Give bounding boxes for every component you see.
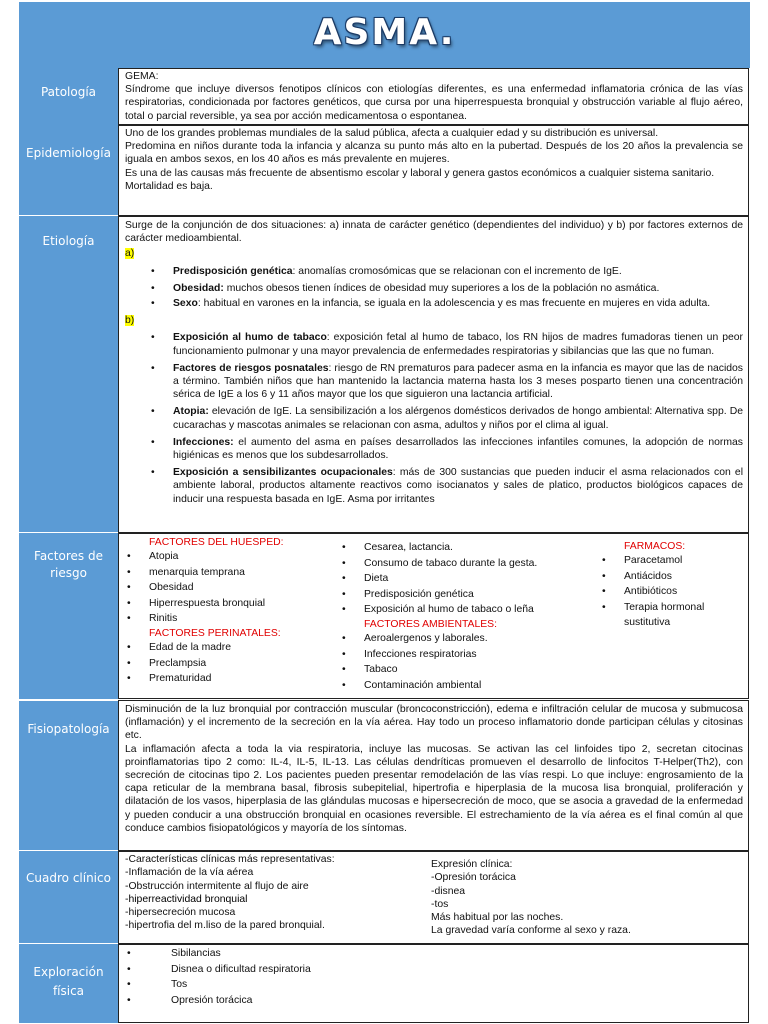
patologia-content	[119, 69, 748, 123]
list-item: • Atopia: elevación de IgE. La sensibilización a los alérgenos domésticos derivados de hongo ambiental: Alternativa spp. De cucarachas y mascotas animales se relacionan con asma, adultos y niños por el clima al igual.	[125, 405, 743, 431]
label-factores	[19, 533, 118, 699]
exploracion-box	[118, 944, 749, 1023]
fisiopatologia-content	[119, 701, 748, 835]
list-item: • Edad de la madre	[119, 640, 334, 656]
section-label: Exploración	[33, 965, 104, 979]
etiologia-b-list	[125, 331, 743, 505]
list-item: • Contaminación ambiental	[334, 678, 594, 694]
list-item: • Tos	[119, 977, 748, 993]
factores-list	[594, 553, 744, 631]
list-item: • Opresión torácica	[119, 993, 748, 1009]
list-item: • Consumo de tabaco durante la gesta.	[334, 556, 594, 572]
list-item: • menarquia temprana	[119, 565, 334, 581]
cuadro-right	[431, 858, 741, 938]
title-bar	[19, 2, 750, 68]
factores-heading: FACTORES PERINATALES:	[149, 627, 281, 639]
factores-list	[334, 631, 594, 693]
cuadro-box	[118, 851, 749, 944]
exploracion-list	[119, 945, 748, 1008]
section-label: Cuadro clínico	[26, 871, 111, 885]
section-label: Epidemiología	[26, 146, 111, 160]
label-epidemiologia	[19, 125, 118, 215]
cuadro-line: -hipertrofia del m.liso de la pared bronquial.	[125, 920, 325, 932]
epidemiologia-box	[118, 125, 749, 216]
list-item: • Predisposición genética: anomalías cromosómicas que se relacionan con el incremento de IgE.	[125, 265, 743, 278]
etiologia-a-list	[125, 265, 743, 311]
list-item: • Factores de riesgos posnatales: riesgo de RN prematuros para padecer asma en la infancia es mayor que las de nacidos a término. También niños que han mantenido la lactancia materna hasta los 3 meses posparto tienen una concentración sérica de IgE a los 6 y 11 años mayor que los que siguieron una lactancia artificial.	[125, 362, 743, 402]
factores-col-perinatal	[334, 540, 594, 693]
etiologia-b-label: b)	[125, 315, 135, 327]
patologia-box	[118, 68, 749, 125]
section-label: Factores de riesgo	[34, 549, 103, 580]
cuadro-line: -hiperreactividad bronquial	[125, 893, 248, 905]
etiologia-box	[118, 216, 749, 533]
list-item: • Predisposición genética	[334, 587, 594, 603]
factores-list	[119, 640, 334, 687]
list-item: • Aeroalergenos y laborales.	[334, 631, 594, 647]
factores-heading: FACTORES AMBIENTALES:	[364, 618, 497, 630]
cuadro-line: -Inflamación de la vía aérea	[125, 867, 254, 879]
etiologia-a-label: a)	[125, 248, 135, 260]
section-label: Etiología	[42, 234, 95, 248]
patologia-line: GEMA:	[125, 71, 159, 82]
list-item: • Cesarea, lactancia.	[334, 540, 594, 556]
list-item: • Tabaco	[334, 662, 594, 678]
list-item: • Dieta	[334, 571, 594, 587]
list-item: • Rinitis	[119, 611, 334, 627]
etiologia-content	[119, 217, 748, 506]
label-exploracion	[19, 944, 118, 1023]
cuadro-left	[125, 853, 425, 933]
cuadro-line: Más habitual por las noches.	[431, 912, 564, 924]
list-item: • Infecciones respiratorias	[334, 647, 594, 663]
cuadro-line: -disnea	[431, 885, 466, 897]
label-fisiopatologia	[19, 701, 118, 850]
list-item: • Infecciones: el aumento del asma en países desarrollados las infecciones infantiles comunes, la adopción de normas higiénicas es menos que los subdesarrollados.	[125, 436, 743, 462]
factores-heading: FARMACOS:	[624, 541, 686, 552]
cuadro-line: -Obstrucción intermitente al flujo de aire	[125, 880, 309, 892]
list-item: • Exposición al humo de tabaco: exposición fetal al humo de tabaco, los RN hijos de madres fumadoras tienen un peor funcionamiento pulmonar y una mayor prevalencia de enfermedades respiratorias y sibilancias que las que no fuman.	[125, 331, 743, 357]
epidemiologia-line: Predomina en niños durante toda la infancia y alcanza su punto más alto en la pubertad. Después de los 20 años la prevalencia se iguala en ambos sexos, en los 40 años es más prevalente en mujeres.	[125, 141, 743, 166]
label-cuadro	[19, 851, 118, 943]
factores-box	[118, 533, 749, 699]
factores-heading: FACTORES DEL HUESPED:	[149, 537, 284, 548]
cuadro-line: -hipersecreción mucosa	[125, 907, 236, 919]
epidemiologia-line: Uno de los grandes problemas mundiales de la salud pública, afecta a cualquier edad y su distribución es universal.	[125, 128, 659, 139]
label-etiologia	[19, 216, 118, 532]
list-item: • Exposición a sensibilizantes ocupacionales: más de 300 sustancias que pueden inducir el asma relacionados con el ambiente laboral, productos altamente reactivos como isocianatos y sales de platico, productos biológicos capaces de inducir una respuesta basada en IgE. Asma por irritantes	[125, 466, 743, 506]
list-item: • Exposición al humo de tabaco o leña	[334, 602, 594, 618]
factores-col-farmacos	[594, 540, 744, 631]
etiologia-intro: Surge de la conjunción de dos situaciones: a) innata de carácter genético (dependientes del individuo) y b) por factores externos de carácter medioambiental.	[125, 220, 743, 245]
section-label: Patología	[40, 85, 97, 99]
patologia-line: Síndrome que incluye diversos fenotipos clínicos con etiologías diferentes, es una enfermedad inflamatoria crónica de las vías respiratorias, condicionada por factores genéticos, que cursa por una hiperrespuesta bronquial y obstrucción variable al flujo aéreo, total o parcial reversible, ya sea por acción medicamentosa o espontanea.	[125, 84, 743, 122]
cuadro-line: -Características clínicas más representativas:	[125, 854, 335, 865]
cuadro-line: -tos	[431, 898, 449, 910]
page-title: ASMA.	[313, 12, 456, 53]
cuadro-line: Expresión clínica:	[431, 859, 513, 870]
fisiopatologia-p1: Disminución de la luz bronquial por contracción muscular (broncoconstricción), edema e infiltración celular de mucosa y submucosa (inflamación) y el incremento de la secreción en la vía aérea. Hay todo un proceso inflamatorio donde participan células y citosinas etc.	[125, 704, 743, 742]
list-item: • Terapia hormonal sustitutiva	[594, 600, 744, 631]
factores-list	[334, 540, 594, 618]
section-label: Fisiopatología	[27, 722, 110, 736]
list-item: • Sibilancias	[119, 946, 748, 962]
list-item: • Obesidad	[119, 580, 334, 596]
list-item: • Sexo: habitual en varones en la infancia, se iguala en la adolescencia y es mas frecuente en mujeres en vida adulta.	[125, 297, 743, 310]
list-item: • Paracetamol	[594, 553, 744, 569]
list-item: • Disnea o dificultad respiratoria	[119, 962, 748, 978]
list-item: • Obesidad: muchos obesos tienen índices de obesidad muy superiores a los de la población no asmática.	[125, 282, 743, 295]
list-item: • Prematuridad	[119, 671, 334, 687]
list-item: • Antibióticos	[594, 584, 744, 600]
list-item: • Antiácidos	[594, 569, 744, 585]
fisiopatologia-box	[118, 700, 749, 851]
epidemiologia-line: Mortalidad es baja.	[125, 180, 213, 192]
epidemiologia-line: Es una de las causas más frecuente de absentismo escolar y laboral y genera gastos económicos a cualquier sistema sanitario.	[125, 167, 715, 179]
fisiopatologia-p2: La inflamación afecta a toda la via respiratoria, incluye las mucosas. Se activan las cel linfoides tipo 2, secretan citocinas proinflamatorias tipo 2 como: IL-4, IL-5, IL-13. Las células dendríticas promueven el desarrollo de linfocitos T-Helper(Th2), con secreción de citocinas tipo 2. Los pacientes pueden presentar remodelación de las vías respi. Lo que incluye: engrosamiento de la capa reticular de la membrana basal, fibrosis subepitelial, hipertrofia e hiperplasia de la mucosa lisa bronquial, proliferación y dilatación de los vasos, hiperplasia de las glándulas mucosas e hipersecreción de moco, que se asocia a gravedad de la enfermedad y pueden conducir a una obstrucción bronquial en ocasiones reversible. El estrechamiento de la vía aérea es el final común al que conduce cambios fisiopatológicos y mayoría de los síntomas.	[125, 743, 743, 834]
factores-col-huesped	[119, 534, 334, 687]
epidemiologia-content	[119, 126, 748, 193]
cuadro-line: -Opresión torácica	[431, 872, 516, 884]
list-item: • Hiperrespuesta bronquial	[119, 596, 334, 612]
list-item: • Atopia	[119, 549, 334, 565]
list-item: • Preclampsia	[119, 656, 334, 672]
cuadro-line: La gravedad varía conforme al sexo y raza.	[431, 925, 631, 937]
label-patologia	[19, 68, 118, 125]
section-label: física	[52, 984, 85, 998]
factores-list	[119, 549, 334, 627]
